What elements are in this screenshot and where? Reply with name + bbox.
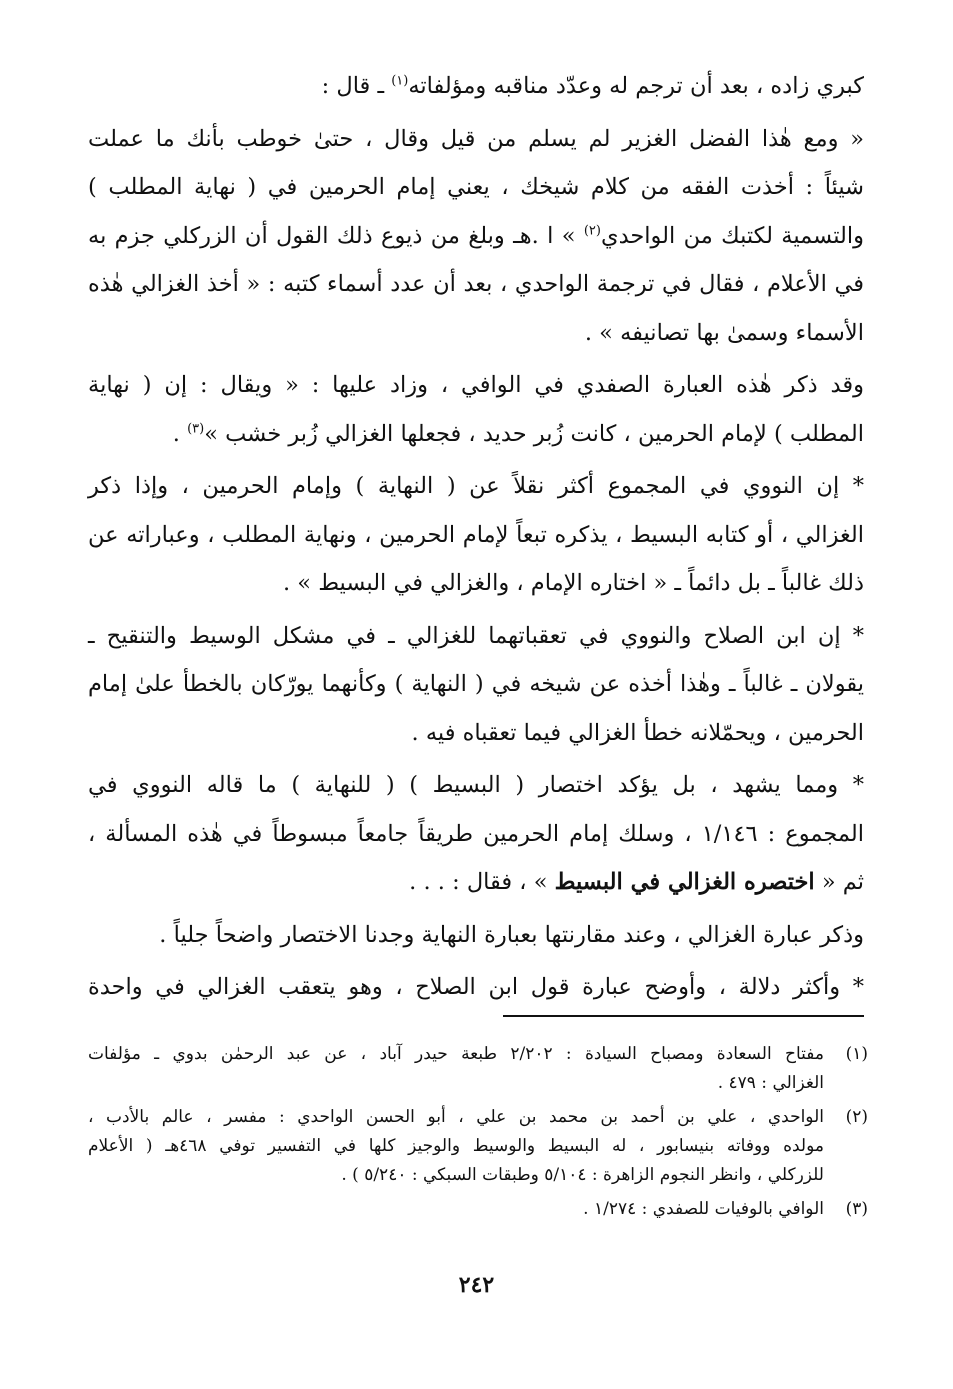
text-span: ثم « (814, 869, 864, 895)
paragraph-7 (88, 911, 864, 960)
text-line: وذكر عبارة الغزالي ، وعند مقارنتها بعبارة النهاية وجدنا الاختصار واضحاً جلياً . (159, 921, 864, 948)
paragraph-8 (88, 963, 864, 1012)
main-text (88, 62, 864, 1012)
text-line (88, 858, 864, 907)
text-line: « ومع هٰذا الفضل الغزير لم يسلم من قيل وقال ، حتىٰ خوطب بأنك ما عملت (88, 125, 864, 152)
text-line: * وأكثر دلالة ، وأوضح عبارة قول ابن الصلاح ، وهو يتعقب الغزالي في واحدة (88, 974, 864, 1000)
footnote-separator (503, 1015, 864, 1017)
text-line: الحرمين ، ويحمّلانه خطأ الغزالي فيما تعقباه فيه . (411, 719, 864, 746)
text-line: الأسماء وسمىٰ بها تصانيفه » . (584, 319, 864, 346)
paragraph-2 (88, 115, 864, 358)
paragraph-1 (88, 62, 864, 111)
footnote-number: (٢) (845, 1107, 868, 1127)
footnote-number: (١) (845, 1044, 868, 1064)
text-line: مفتاح السعادة ومصباح السيادة : ٢/٢٠٢ طبعة حيدر آباد ، عن عبد الرحمٰن بدوي ـ مؤلفات (88, 1044, 824, 1064)
text-line: وقد ذكر هٰذه العبارة الصفدي في الوافي ، وزاد عليها : « ويقال : إن ( نهاية (88, 372, 864, 398)
footnote-text (88, 1040, 824, 1098)
text-line (88, 62, 864, 111)
text-span: » ا .هـ وبلغ من ذيوع ذلك القول أن الزركلي جزم به (88, 222, 584, 249)
text-line: * إن النووي في المجموع أكثر نقلاً عن ( النهاية ) وإمام الحرمين ، وإذا ذكر (88, 473, 864, 499)
paragraph-4 (88, 462, 864, 608)
footnote-ref-2[interactable]: (٢) (583, 223, 601, 238)
page-number: ٢٤٢ (458, 1272, 495, 1298)
text-line: الوافي بالوفيات للصفدي : ١/٢٧٤ . (583, 1199, 824, 1219)
text-line (88, 410, 864, 459)
text-line: للزركلي ، وانظر النجوم الزاهرة : ٥/١٠٤ وطبقات السبكي : ٥/٢٤٠ ) . (341, 1165, 824, 1185)
paragraph-3 (88, 361, 864, 458)
footnote-2 (88, 1103, 868, 1190)
footnote-text (88, 1103, 824, 1190)
text-line (88, 212, 864, 261)
footnote-ref-3[interactable]: (٣) (187, 421, 205, 436)
text-span: . (172, 420, 188, 447)
footnote-ref-1[interactable]: (١) (391, 73, 409, 89)
footnotes (88, 1040, 868, 1229)
text-line: الواحدي ، علي بن أحمد بن محمد بن علي ، أبو الحسن الواحدي : مفسر ، عالم بالأدب ، (88, 1107, 824, 1127)
paragraph-6 (88, 761, 864, 907)
text-span: » ، فقال : . . . (409, 869, 555, 895)
text-line: الغزالي : ٤٧٩ . (717, 1073, 824, 1093)
text-line: شيئاً : أخذت الفقه من كلام شيخك ، يعني إمام الحرمين في ( نهاية المطلب ) (88, 174, 864, 200)
text-span: المطلب ) لإمام الحرمين ، كانت زُبر حديد ، فجعلها الغزالي زُبر خشب » (204, 420, 864, 447)
text-span: كبري زاده ، بعد أن ترجم له وعدّد مناقبه ومؤلفاته (408, 73, 864, 99)
text-span: والتسمية لكتبك من الواحدي (600, 222, 865, 249)
footnote-number: (٣) (845, 1199, 868, 1219)
text-line: المجموع : ١/١٤٦ ، وسلك إمام الحرمين طريقاً جامعاً مبسوطاً في هٰذه المسألة ، (88, 820, 864, 847)
text-line: * ومما يشهد ، بل يؤكد اختصار ( البسيط ) ( للنهاية ) ما قاله النووي في (88, 772, 864, 798)
footnote-text (88, 1195, 824, 1224)
text-line: يقولان ـ غالباً ـ وهٰذا أخذه عن شيخه في ( النهاية ) وكأنهما يورّكان بالخطأ علىٰ إمام (88, 671, 864, 697)
text-span: ـ قال : (321, 73, 392, 99)
text-line: الغزالي ، أو كتابه البسيط ، يذكره تبعاً لإمام الحرمين ، ونهاية المطلب ، وعباراته عن (88, 521, 864, 548)
footnote-1 (88, 1040, 868, 1098)
text-line: * إن ابن الصلاح والنووي في تعقباتهما للغزالي ـ في مشكل الوسيط والتنقيح ـ (88, 622, 864, 649)
text-line: مولده ووفاته بنيسابور ، له البسيط والوسيط والوجيز كلها في التفسير توفي ٤٦٨هـ ( الأعلام (88, 1136, 824, 1156)
text-line: ذلك غالباً ـ بل دائماً ـ « اختاره الإمام ، والغزالي في البسيط » . (282, 570, 864, 596)
text-line: في الأعلام ، فقال في ترجمة الواحدي ، بعد أن عدد أسماء كتبه : « أخذ الغزالي هٰذه (88, 271, 864, 297)
paragraph-5 (88, 612, 864, 758)
bold-quote: اختصره الغزالي في البسيط (554, 869, 815, 895)
footnote-3 (88, 1195, 868, 1224)
